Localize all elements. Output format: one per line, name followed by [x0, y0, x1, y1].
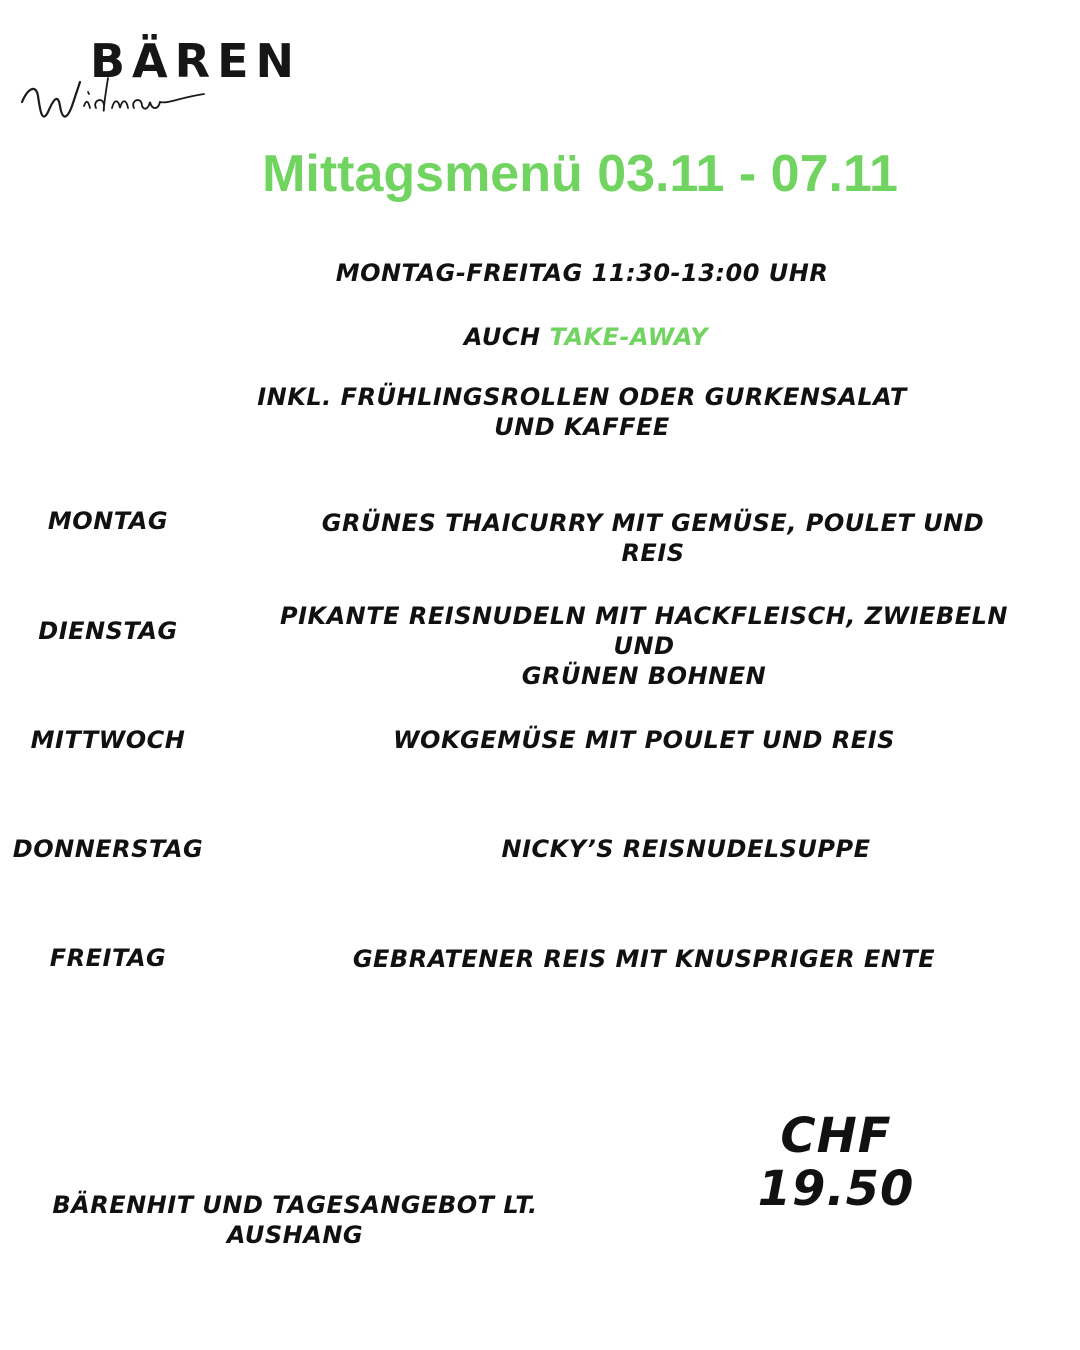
opening-hours: MONTAG-FREITAG 11:30-13:00 UHR	[335, 259, 829, 287]
footer-line-1: BÄRENHIT UND TAGESANGEBOT LT.	[52, 1191, 538, 1219]
dish-freitag: GEBRATENER REIS MIT KNUSPRIGER ENTE	[352, 945, 936, 973]
inclusions-note	[240, 382, 924, 442]
takeaway-prefix: AUCH	[463, 323, 550, 351]
dish-donnerstag: NICKY’S REISNUDELSUPPE	[501, 835, 871, 863]
dish-dienstag-line-2: GRÜNEN BOHNEN	[521, 662, 767, 690]
inclusions-line-2: UND KAFFEE	[494, 413, 670, 441]
inclusions-line-1: INKL. FRÜHLINGSROLLEN ODER GURKENSALAT	[257, 383, 907, 411]
takeaway-note	[240, 322, 932, 352]
footer-note	[40, 1190, 550, 1250]
menu-title: Mittagsmenü 03.11 - 07.11	[262, 145, 898, 203]
menu-price: CHF 19.50	[757, 1108, 915, 1217]
footer-line-2: AUSHANG	[226, 1221, 364, 1249]
logo-script-signature	[18, 58, 208, 128]
restaurant-logo	[18, 36, 308, 131]
takeaway-accent: TAKE-AWAY	[549, 323, 709, 351]
logo-wordmark: BÄREN	[90, 34, 302, 88]
day-label-freitag: FREITAG	[49, 944, 167, 972]
day-label-dienstag: DIENSTAG	[38, 617, 178, 645]
dish-dienstag-line-1: PIKANTE REISNUDELN MIT HACKFLEISCH, ZWIEBELN UND	[279, 602, 1009, 660]
dish-dienstag	[256, 601, 1032, 691]
day-label-donnerstag: DONNERSTAG	[12, 835, 204, 863]
day-label-montag: MONTAG	[47, 507, 169, 535]
dish-montag: GRÜNES THAICURRY MIT GEMÜSE, POULET UND REIS	[321, 509, 985, 567]
dish-mittwoch: WOKGEMÜSE MIT POULET UND REIS	[393, 726, 895, 754]
day-label-mittwoch: MITTWOCH	[30, 726, 186, 754]
